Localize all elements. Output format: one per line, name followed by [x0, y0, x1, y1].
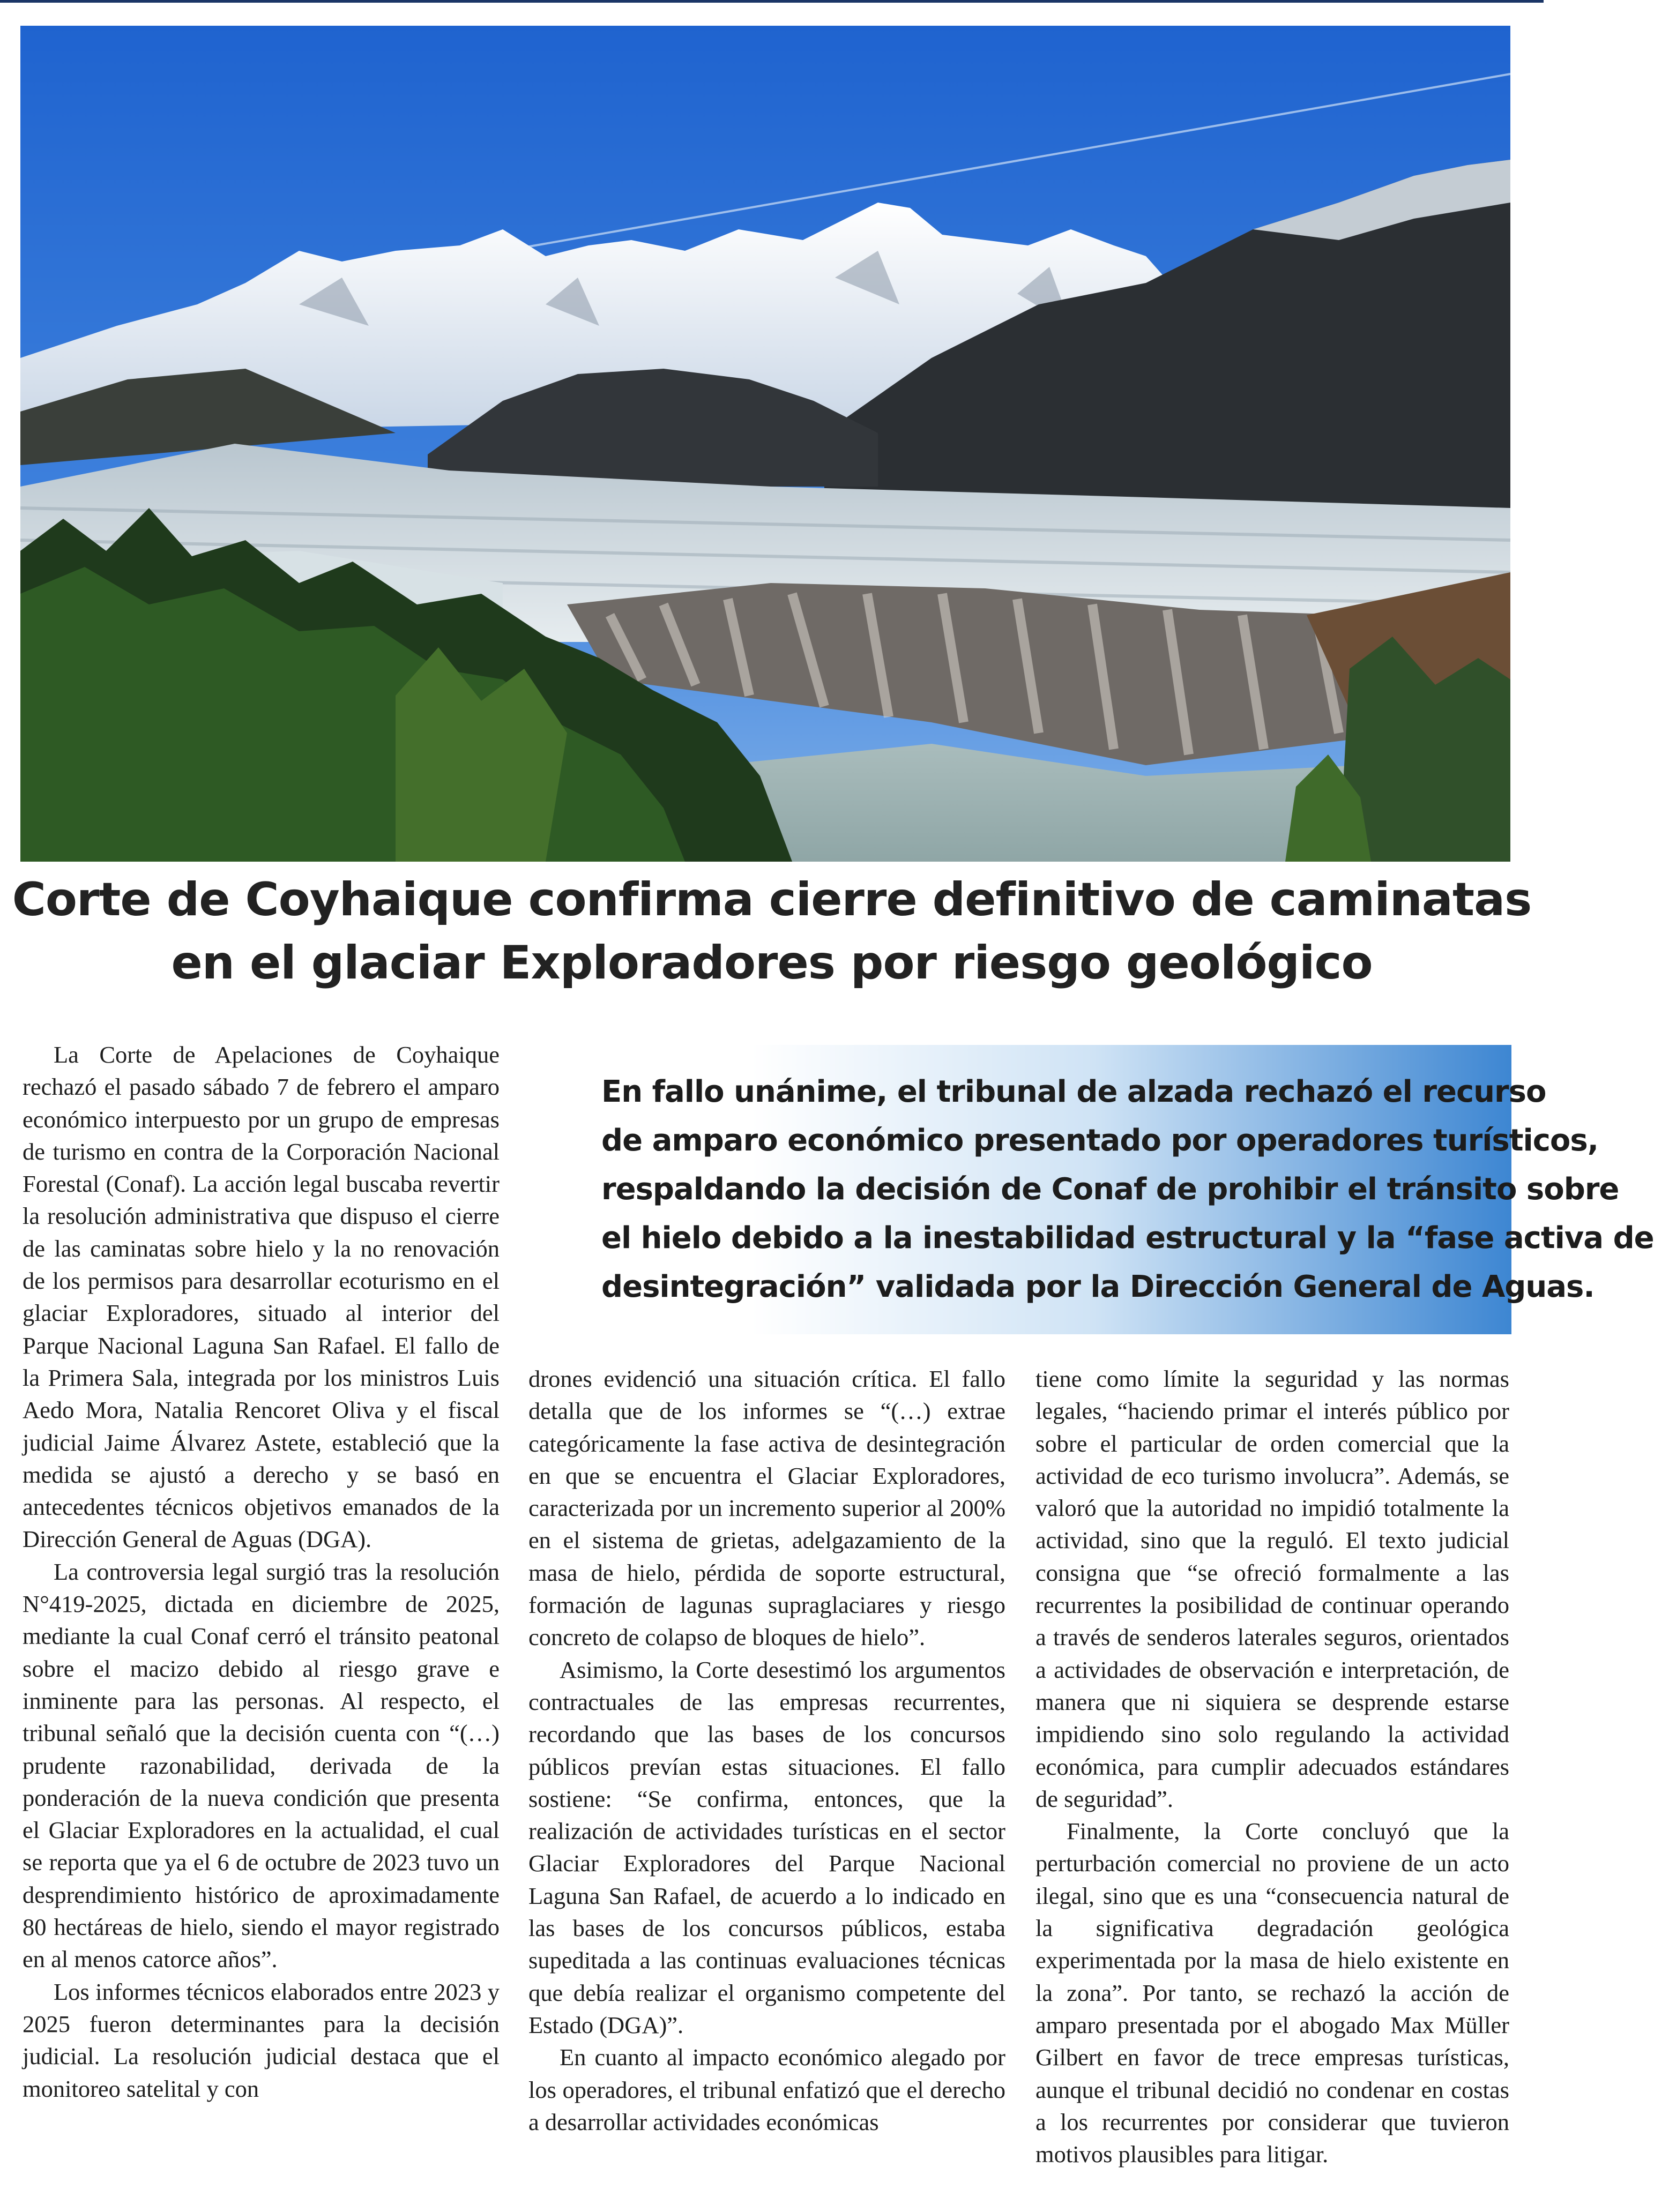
paragraph: La controversia legal surgió tras la resolución N°419-2025, dictada en diciembre de 2025, mediante la cual Conaf cerró el tránsito peatonal sobre el macizo debido al riesgo grave e inminente para las personas. Al respecto, el tribunal señaló que la decisión cuenta con “(…) prudente razonabilidad, derivada de la ponderación de la nueva condición que presenta el Glaciar Exploradores en la actualidad, el cual se reporta que ya el 6 de octubre de 2023 tuvo un desprendimiento histórico de aproximadamente 80 hectáreas de hielo, siendo el mayor registrado en al menos catorce años”.	[23, 1558, 500, 1973]
paragraph: tiene como límite la seguridad y las normas legales, “haciendo primar el interés público por sobre el particular de orden comercial que la actividad de eco turismo involucra”. Además, se valoró que la autoridad no impidió totalmente la actividad, sino que la reguló. El texto judicial consigna que “se ofreció formalmente a las recurrentes la posibilidad de continuar operando a través de senderos laterales seguros, orientados a actividades de observación e interpretación, de manera que ni siquiera se desprende estarse impidiendo sino solo regulando la actividad económica, para cumplir adecuados estándares de seguridad”.	[1035, 1365, 1509, 1812]
summary-callout	[584, 1045, 1654, 1334]
headline-line-1: Corte de Coyhaique confirma cierre definitivo de caminatas	[12, 873, 1532, 926]
glacier-photo	[20, 26, 1510, 862]
summary-line: de amparo económico presentado por operadores turísticos,	[601, 1123, 1598, 1158]
glacier-photo-illustration	[20, 26, 1510, 862]
paragraph: La Corte de Apelaciones de Coyhaique rechazó el pasado sábado 7 de febrero el amparo económico interpuesto por un grupo de empresas de turismo en contra de la Corporación Nacional Forestal (Conaf). La acción legal buscaba revertir la resolución administrativa que dispuso el cierre de las caminatas sobre hielo y la no renovación de los permisos para desarrollar ecoturismo en el glaciar Exploradores, situado al interior del Parque Nacional Laguna San Rafael. El fallo de la Primera Sala, integrada por los ministros Luis Aedo Mora, Natalia Rencoret Oliva y el fiscal judicial Jaime Álvarez Astete, estableció que la medida se ajustó a derecho y se basó en antecedentes técnicos objetivos emanados de la Dirección General de Aguas (DGA).	[23, 1041, 500, 1553]
body-column-2	[528, 1363, 1005, 2138]
body-column-3	[1035, 1363, 1509, 2170]
body-column-1	[23, 1038, 500, 2105]
paragraph: Finalmente, la Corte concluyó que la perturbación comercial no proviene de un acto ilegal, sino que es una “consecuencia natural de la significativa degradación geológica experimentada por la masa de hielo existente en la zona”. Por tanto, se rechazó la acción de amparo presentada por el abogado Max Müller Gilbert en favor de trece empresas turísticas, aunque el tribunal decidió no condenar en costas a los recurrentes por considerar que tuvieron motivos plausibles para litigar.	[1035, 1818, 1509, 2168]
headline	[0, 868, 1544, 995]
paragraph: En cuanto al impacto económico alegado por los operadores, el tribunal enfatizó que el derecho a desarrollar actividades económicas	[528, 2044, 1005, 2135]
summary-text	[601, 1067, 1654, 1311]
headline-line-2: en el glaciar Exploradores por riesgo geológico	[171, 936, 1373, 990]
paragraph: Los informes técnicos elaborados entre 2023 y 2025 fueron determinantes para la decisión judicial. La resolución judicial destaca que el monitoreo satelital y con	[23, 1978, 500, 2102]
summary-line: desintegración” validada por la Dirección General de Aguas.	[601, 1269, 1595, 1304]
summary-line: En fallo unánime, el tribunal de alzada rechazó el recurso	[601, 1074, 1546, 1109]
paragraph: drones evidenció una situación crítica. El fallo detalla que de los informes se “(…) extrae categóricamente la fase activa de desintegración en que se encuentra el Glaciar Exploradores, caracterizada por un incremento superior al 200% en el sistema de grietas, adelgazamiento de la masa de hielo, pérdida de soporte estructural, formación de lagunas supraglaciares y riesgo concreto de colapso de bloques de hielo”.	[528, 1365, 1005, 1651]
top-rule	[0, 0, 1544, 3]
summary-line: el hielo debido a la inestabilidad estructural y la “fase activa de	[601, 1221, 1654, 1256]
summary-line: respaldando la decisión de Conaf de prohibir el tránsito sobre	[601, 1172, 1619, 1207]
paragraph: Asimismo, la Corte desestimó los argumentos contractuales de las empresas recurrentes, recordando que las bases de los concursos públicos prevían estas situaciones. El fallo sostiene: “Se confirma, entonces, que la realización de actividades turísticas en el sector Glaciar Exploradores del Parque Nacional Laguna San Rafael, de acuerdo a lo indicado en las bases de los concursos públicos, estaba supeditada a las continuas evaluaciones técnicas que debía realizar el organismo competente del Estado (DGA)”.	[528, 1656, 1005, 2038]
